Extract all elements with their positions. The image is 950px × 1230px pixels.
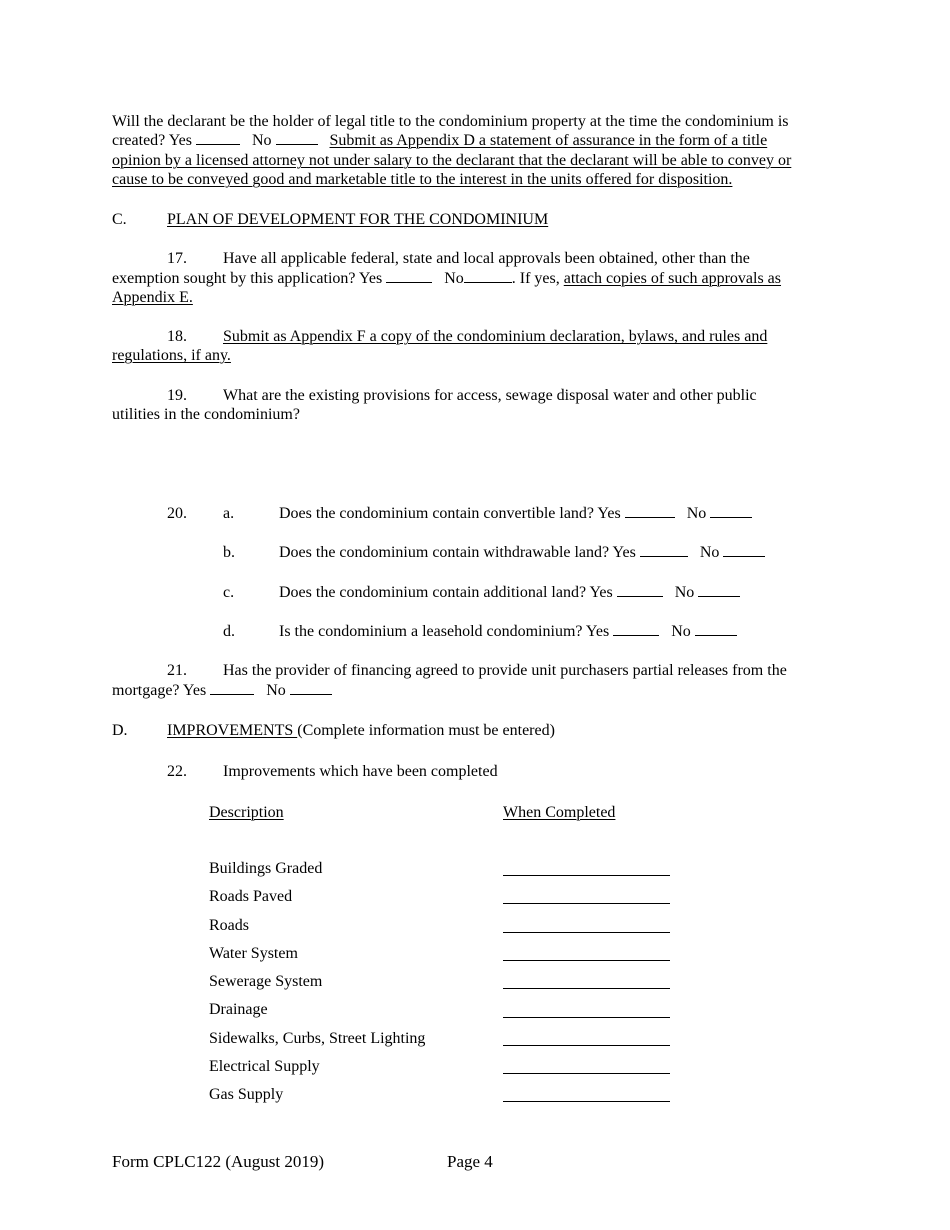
q22-text: Improvements which have been completed <box>223 763 498 780</box>
q17-no-blank[interactable] <box>464 269 512 283</box>
q18-number: 18. <box>167 328 187 345</box>
section-d-title-underlined: IMPROVEMENTS <box>167 722 298 739</box>
q21-mortgage-text: mortgage? Yes <box>112 682 207 699</box>
improvement-date-electrical-supply[interactable] <box>503 1073 670 1074</box>
intro-line-3: opinion by a licensed attorney not under salary to the declarant that the declarant will be able to convey or <box>112 152 792 169</box>
intro-no-blank[interactable] <box>276 131 318 145</box>
q20-number: 20. <box>167 505 187 522</box>
q17-no-label: No <box>444 270 464 287</box>
q20a-no-blank[interactable] <box>710 504 752 518</box>
q18-line-2: regulations, if any. <box>112 347 231 364</box>
intro-line-4: cause to be conveyed good and marketable title to the interest in the units offered for disposition. <box>112 171 733 188</box>
q21-no-blank[interactable] <box>290 681 332 695</box>
improvement-date-water-system[interactable] <box>503 960 670 961</box>
intro-line-1: Will the declarant be the holder of legal title to the condominium property at the time the condominium is <box>112 113 789 130</box>
improvement-label-sidewalks: Sidewalks, Curbs, Street Lighting <box>209 1030 426 1047</box>
section-c-title: PLAN OF DEVELOPMENT FOR THE CONDOMINIUM <box>167 211 549 228</box>
q18-line-1: Submit as Appendix F a copy of the condominium declaration, bylaws, and rules and <box>223 328 768 345</box>
q20b-line <box>279 543 765 562</box>
q21-line-2 <box>112 681 332 700</box>
improvement-label-buildings-graded: Buildings Graded <box>209 860 323 877</box>
q21-no-label: No <box>266 682 286 699</box>
q20c-letter: c. <box>223 584 235 601</box>
q22-number: 22. <box>167 763 187 780</box>
q20d-no-label: No <box>671 623 691 640</box>
section-c-letter: C. <box>112 211 127 228</box>
q20c-no-blank[interactable] <box>698 583 740 597</box>
q20c-no-label: No <box>674 584 695 601</box>
col-description-header: Description <box>209 804 284 821</box>
improvement-date-roads-paved[interactable] <box>503 903 670 904</box>
improvement-label-roads: Roads <box>209 917 249 934</box>
q17-question-text: exemption sought by this application? Yes <box>112 270 383 287</box>
q20d-no-blank[interactable] <box>695 622 737 636</box>
q19-number: 19. <box>167 387 187 404</box>
improvement-date-buildings-graded[interactable] <box>503 875 670 876</box>
q21-line-1: Has the provider of financing agreed to provide unit purchasers partial releases from the <box>223 662 787 679</box>
section-d-title-note: (Complete information must be entered) <box>297 722 555 739</box>
q20c-text: Does the condominium contain additional land? Yes <box>279 584 613 601</box>
q21-number: 21. <box>167 662 187 679</box>
q17-line-1: Have all applicable federal, state and local approvals been obtained, other than the <box>223 250 750 267</box>
improvement-label-water-system: Water System <box>209 945 298 962</box>
intro-line-2 <box>112 131 767 150</box>
q21-yes-blank[interactable] <box>210 681 254 695</box>
improvement-date-gas-supply[interactable] <box>503 1101 670 1102</box>
improvement-label-gas-supply: Gas Supply <box>209 1086 284 1103</box>
improvement-date-sidewalks[interactable] <box>503 1045 670 1046</box>
q19-line-2: utilities in the condominium? <box>112 406 300 423</box>
q20a-letter: a. <box>223 505 235 522</box>
q20a-no-label: No <box>686 505 707 522</box>
improvement-label-roads-paved: Roads Paved <box>209 888 293 905</box>
q20d-letter: d. <box>223 623 235 640</box>
q17-if-yes-text: . If yes, <box>511 270 560 287</box>
q17-line-2 <box>112 269 781 288</box>
q17-number: 17. <box>167 250 187 267</box>
improvement-date-roads[interactable] <box>503 932 670 933</box>
q20b-no-label: No <box>699 544 720 561</box>
q20b-yes-blank[interactable] <box>640 543 688 557</box>
footer-page-number: Page 4 <box>447 1152 493 1171</box>
q20d-text: Is the condominium a leasehold condominium? Yes <box>279 623 610 640</box>
q20c-yes-blank[interactable] <box>617 583 663 597</box>
section-d-letter: D. <box>112 722 128 739</box>
q17-yes-blank[interactable] <box>386 269 432 283</box>
q20d-line <box>279 622 737 641</box>
q20a-line <box>279 504 752 523</box>
improvement-date-drainage[interactable] <box>503 1017 670 1018</box>
q20b-text: Does the condominium contain withdrawable land? Yes <box>279 544 636 561</box>
q17-line-3: Appendix E. <box>112 289 193 306</box>
intro-no-label: No <box>251 132 272 149</box>
improvement-label-electrical-supply: Electrical Supply <box>209 1058 320 1075</box>
q20a-text: Does the condominium contain convertible land? Yes <box>279 505 621 522</box>
footer-form-id: Form CPLC122 (August 2019) <box>112 1152 325 1171</box>
q20c-line <box>279 583 740 602</box>
intro-created-text: created? Yes <box>112 132 192 149</box>
improvement-date-sewerage-system[interactable] <box>503 988 670 989</box>
q20b-letter: b. <box>223 544 235 561</box>
improvement-label-sewerage-system: Sewerage System <box>209 973 323 990</box>
intro-appendix-d-text: Submit as Appendix D a statement of assurance in the form of a title <box>329 132 768 149</box>
col-when-completed-header: When Completed <box>503 804 616 821</box>
q20d-yes-blank[interactable] <box>613 622 659 636</box>
q19-line-1: What are the existing provisions for access, sewage disposal water and other public <box>223 387 757 404</box>
improvement-label-drainage: Drainage <box>209 1001 268 1018</box>
section-d-title <box>167 721 555 740</box>
q20a-yes-blank[interactable] <box>625 504 675 518</box>
q20b-no-blank[interactable] <box>723 543 765 557</box>
intro-yes-blank[interactable] <box>196 131 240 145</box>
q17-attach-text: attach copies of such approvals as <box>563 270 782 287</box>
